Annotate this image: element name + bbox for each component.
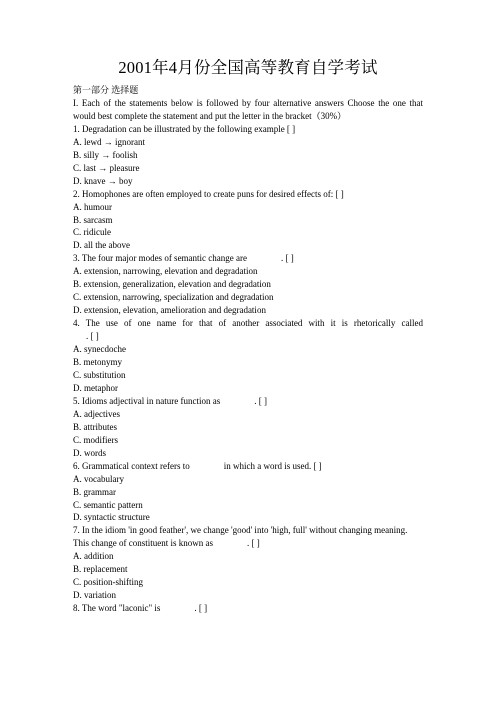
q5-option-c: C. modifiers [73,434,118,445]
question-5-stem [73,395,423,408]
q2-option-c: C. ridicule [73,227,111,238]
q1-option-d: D. knave → boy [73,175,133,186]
question-8-stem [73,602,423,615]
q7-option-c: C. position-shifting [73,577,144,588]
q5-option-a: A. adjectives [73,408,120,419]
q6-option-a: A. vocabulary [73,473,124,484]
q4-option-a: A. synecdoche [73,344,126,355]
q6-option-d: D. syntactic structure [73,512,150,523]
question-7-stem-2 [73,537,423,550]
q1-option-b: B. silly → foolish [73,149,138,160]
question-1-stem: 1. Degradation can be illustrated by the following example [ ] [73,123,296,134]
question-2-stem: 2. Homophones are often employed to create puns for desired effects of: [ ] [73,188,344,199]
instructions: I. Each of the statements below is followed by four alternative answers Choose the one that would best complete the statement and put the letter in the bracket（30%） [73,97,423,121]
q4-bracket: . [ ] [86,331,99,342]
q2-option-b: B. sarcasm [73,214,113,225]
q7-option-d: D. variation [73,590,116,601]
q4-option-d: D. metaphor [73,382,118,393]
q6-option-c: C. semantic pattern [73,499,143,510]
q6-option-b: B. grammar [73,486,116,497]
q1-option-c: C. last → pleasure [73,162,140,173]
q5-stem-text: 5. Idioms adjectival in nature function as [73,395,221,406]
q3-option-d: D. extension, elevation, amelioration and degradation [73,305,266,316]
q2-option-d: D. all the above [73,240,130,251]
page-title: 2001年4月份全国高等教育自学考试 [118,58,378,77]
q7-stem-text: This change of constituent is known as [73,538,213,549]
q4-option-b: B. metonymy [73,357,122,368]
q3-option-c: C. extension, narrowing, specialization and degradation [73,292,274,303]
q7-option-a: A. addition [73,551,114,562]
q8-bracket: . [ ] [194,603,208,614]
q2-option-a: A. humour [73,201,112,212]
q7-option-b: B. replacement [73,564,128,575]
q5-bracket: . [ ] [254,395,267,406]
exam-page [73,58,423,615]
q6-stem-tail: in which a word is used. [ ] [223,460,322,471]
q8-stem-text: 8. The word "laconic" is [73,603,161,614]
q3-stem-text: 3. The four major modes of semantic change are [73,253,248,264]
q1-option-a: A. lewd → ignorant [73,136,145,147]
part-label: 第一部分 选择题 [73,85,139,95]
q3-option-a: A. extension, narrowing, elevation and degradation [73,266,258,277]
question-6-stem [73,460,423,473]
question-3-stem [73,252,423,265]
q5-option-b: B. attributes [73,421,117,432]
question-7-stem: 7. In the idiom 'in good feather', we change 'good' into 'high, full' without changing meaning. [73,525,408,536]
question-4-stem: 4. The use of one name for that of another associated with it is rhetorically called [73,318,423,329]
q5-option-d: D. words [73,447,106,458]
q7-bracket: . [ ] [246,538,260,549]
q3-option-b: B. extension, generalization, elevation and degradation [73,279,271,290]
q4-option-c: C. substitution [73,369,126,380]
q6-stem-text: 6. Grammatical context refers to [73,460,190,471]
q3-bracket: . [ ] [281,253,294,264]
